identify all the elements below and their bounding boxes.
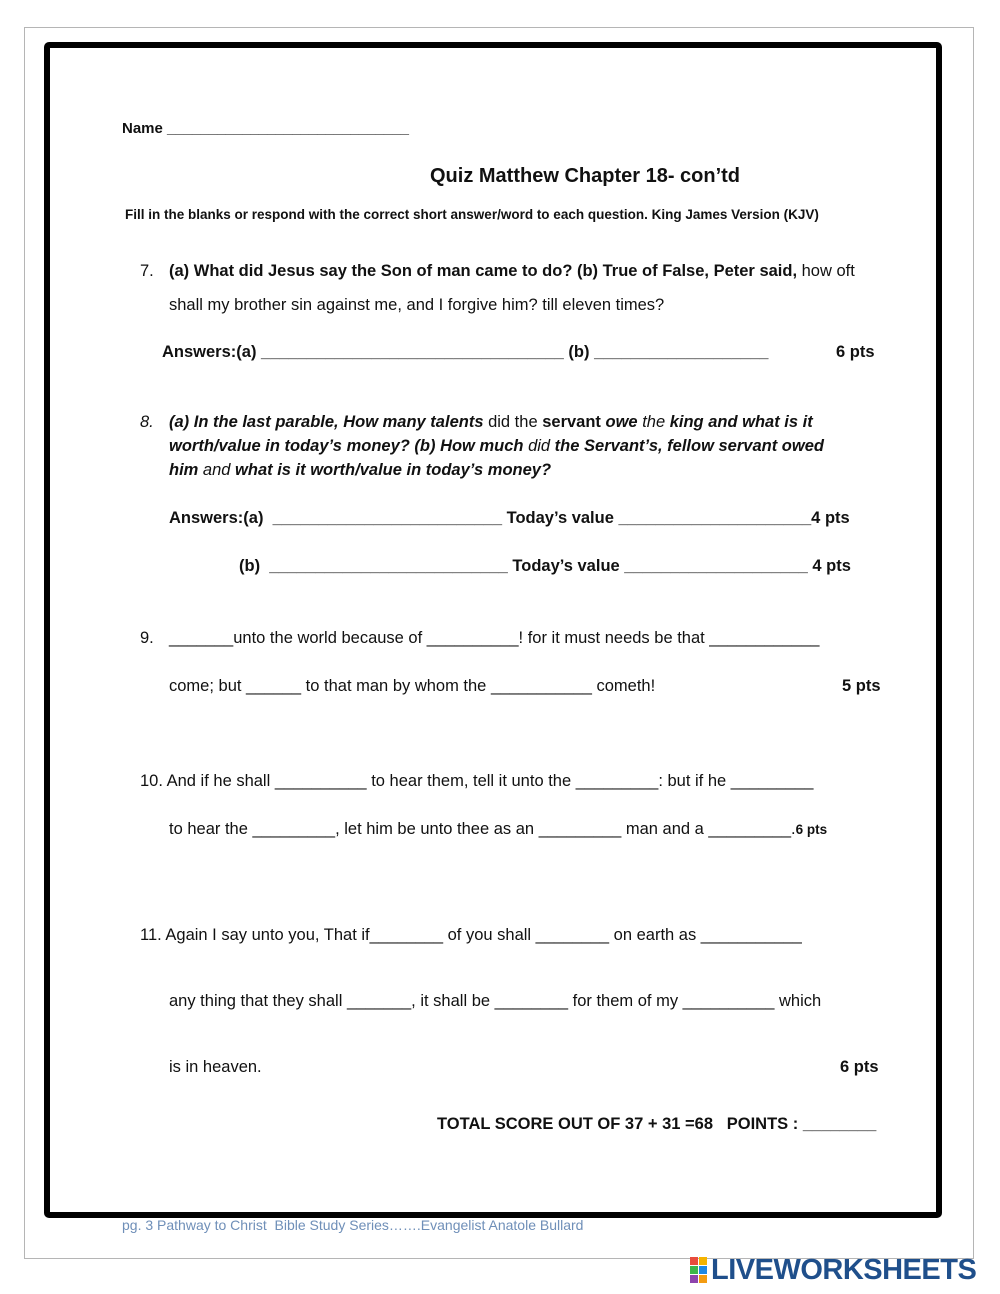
logo-block xyxy=(690,1257,698,1265)
q7-points: 6 pts xyxy=(836,343,875,361)
q7-answers[interactable]: Answers:(a) _________________________________ (b) ___________________ xyxy=(162,343,769,361)
q8-line2-seg: the Servant’s, fellow servant owed xyxy=(554,437,824,455)
page-title: Quiz Matthew Chapter 18- con’td xyxy=(430,165,741,187)
q8-line1-seg: (a) In the last parable, How many talents xyxy=(169,413,484,431)
q9-number: 9. xyxy=(140,629,154,647)
q10-line1[interactable]: 10. And if he shall __________ to hear them, tell it unto the _________: but if he _________ xyxy=(140,772,814,790)
logo-blocks-icon xyxy=(690,1257,707,1283)
q11-line2[interactable]: any thing that they shall _______, it shall be ________ for them of my __________ which xyxy=(169,992,822,1010)
q11-line3: is in heaven. xyxy=(169,1058,262,1076)
q8-line1-seg: king and what is it xyxy=(665,413,813,431)
q8-line1-seg: owe xyxy=(600,413,643,431)
logo-block xyxy=(699,1275,707,1283)
logo-block xyxy=(690,1266,698,1274)
q8-answer-b[interactable]: (b) __________________________ Today’s value ____________________ 4 pts xyxy=(239,557,851,575)
q8-line1-seg: servant xyxy=(542,413,601,431)
q9-line1[interactable]: _______unto the world because of __________! for it must needs be that ____________ xyxy=(169,629,820,647)
q9-points: 5 pts xyxy=(842,677,881,695)
liveworksheets-logo xyxy=(690,1253,976,1287)
q8-line2-seg: did xyxy=(523,437,555,455)
logo-block xyxy=(690,1275,698,1283)
logo-block xyxy=(699,1266,707,1274)
q8-line1-seg: did the xyxy=(483,413,543,431)
q8-line3-seg: and xyxy=(198,461,236,479)
q8-line2 xyxy=(169,437,824,456)
q8-line3-seg: what is it worth/value in today’s money? xyxy=(235,461,552,479)
q8-line1-seg: the xyxy=(642,413,666,431)
q10-line2[interactable] xyxy=(169,820,827,839)
name-line[interactable]: Name _____________________________ xyxy=(122,120,409,137)
instructions: Fill in the blanks or respond with the correct short answer/word to each question. King James Version (KJV) xyxy=(125,207,819,222)
q8-line3 xyxy=(169,461,551,480)
total-score[interactable]: TOTAL SCORE OUT OF 37 + 31 =68 POINTS : ________ xyxy=(437,1115,877,1133)
q8-line3-seg: him xyxy=(169,461,199,479)
q8-line2-seg: worth/value in today’s money? (b) How much xyxy=(169,437,524,455)
q9-line2[interactable]: come; but ______ to that man by whom the ___________ cometh! xyxy=(169,677,656,695)
q11-points: 6 pts xyxy=(840,1058,879,1076)
page-footer: pg. 3 Pathway to Christ Bible Study Series…….Evangelist Anatole Bullard xyxy=(122,1217,584,1233)
q11-line1[interactable]: 11. Again I say unto you, That if________ of you shall ________ on earth as ___________ xyxy=(140,926,802,944)
q8-number: 8. xyxy=(140,413,154,431)
q7-line1 xyxy=(169,262,855,281)
q10-points: 6 pts xyxy=(795,822,828,837)
q7-line1-bold: (a) What did Jesus say the Son of man came to do? (b) True of False, Peter said, xyxy=(169,262,798,280)
q7-number: 7. xyxy=(140,262,154,280)
q8-answer-a[interactable]: Answers:(a) _________________________ Today’s value _____________________4 pts xyxy=(169,509,850,527)
q8-line1 xyxy=(169,413,813,432)
logo-block xyxy=(699,1257,707,1265)
brand-text: LIVEWORKSHEETS xyxy=(711,1253,977,1286)
q7-line1-rest: how oft xyxy=(797,262,855,280)
q7-line2: shall my brother sin against me, and I forgive him? till eleven times? xyxy=(169,296,665,314)
q10-line2-text[interactable]: to hear the _________, let him be unto thee as an _________ man and a _________. xyxy=(169,820,796,838)
